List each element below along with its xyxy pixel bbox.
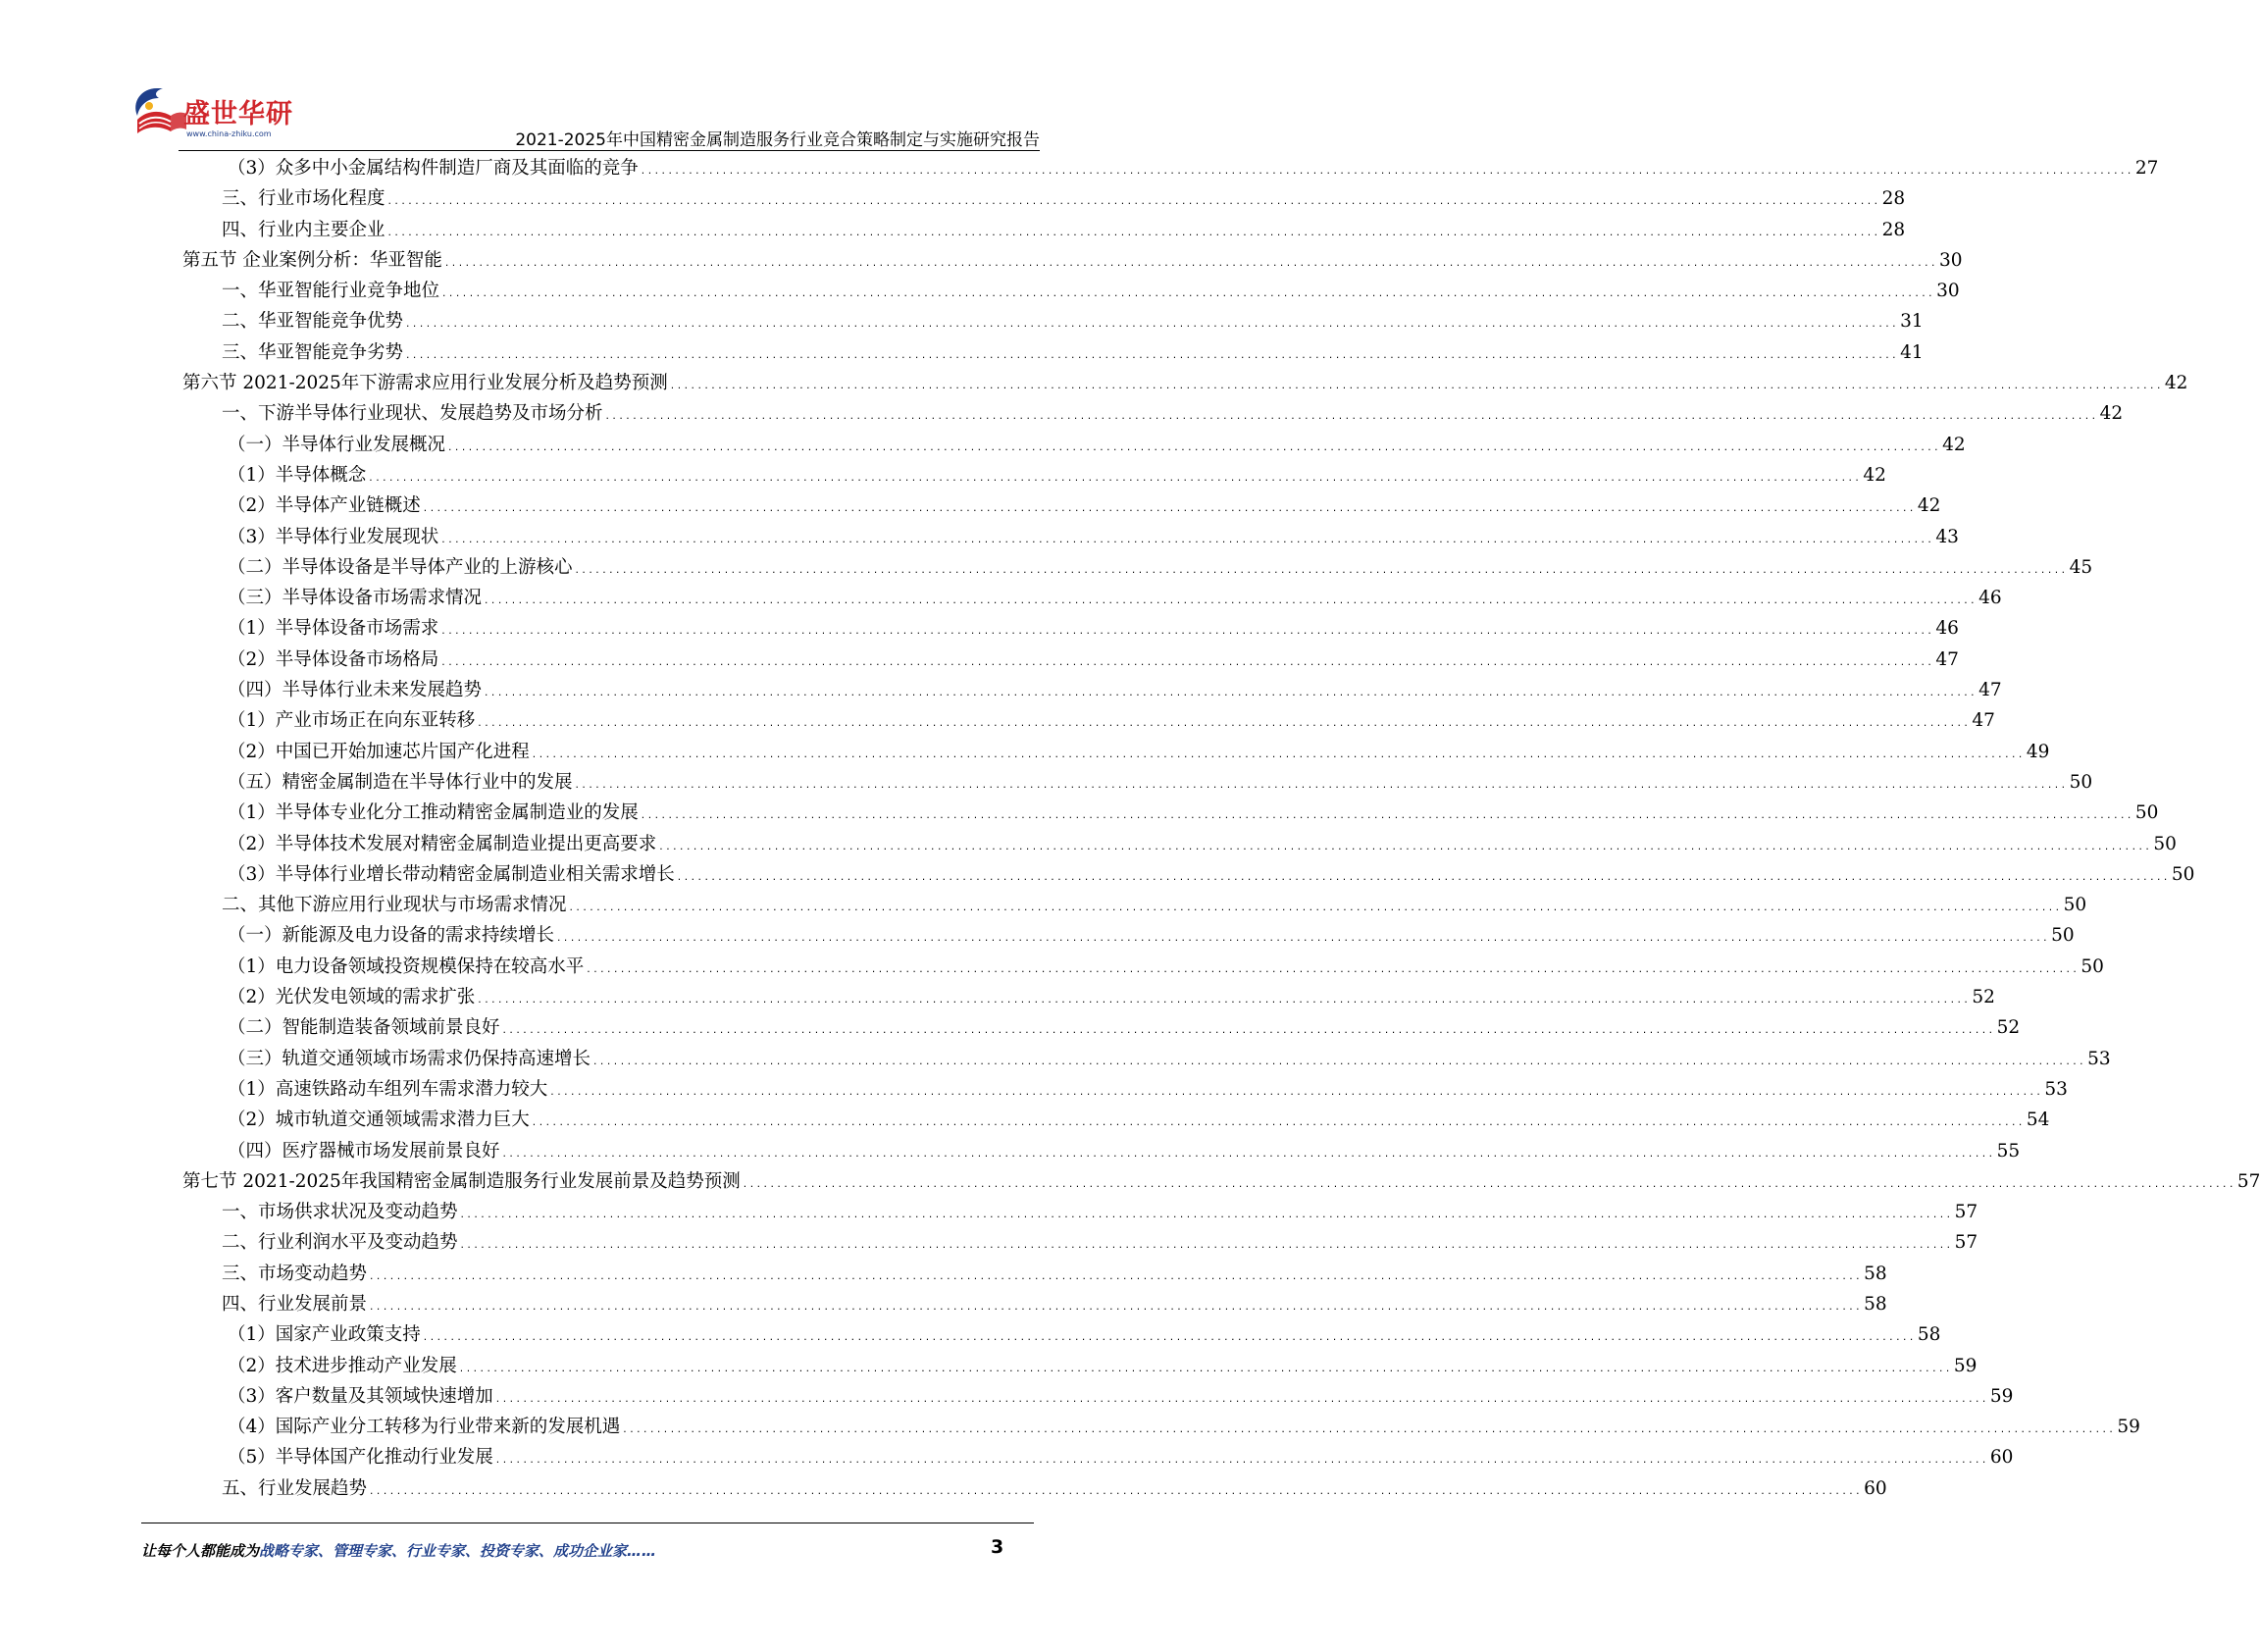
toc-entry-page: 59 xyxy=(1989,1385,2014,1407)
toc-entry-title: 四、行业内主要企业 xyxy=(222,219,385,240)
toc-entry-page: 59 xyxy=(1953,1355,1978,1376)
toc-dot-leader: ............................................................................................................................................................................................................................ xyxy=(386,197,1880,208)
page-header xyxy=(128,80,1040,149)
toc-dot-leader: ............................................................................................................................................................................................................................ xyxy=(574,565,2068,576)
toc-dot-leader: ............................................................................................................................................................................................................................ xyxy=(676,872,2170,883)
toc-entry-title: 三、行业市场化程度 xyxy=(222,188,385,210)
toc-dot-leader: ............................................................................................................................................................................................................................ xyxy=(501,1149,1995,1160)
toc-entry-title: （三）半导体设备市场需求情况 xyxy=(228,588,483,609)
toc-dot-leader: ............................................................................................................................................................................................................................ xyxy=(484,596,1978,607)
toc-entry-page: 43 xyxy=(1935,526,1959,547)
toc-dot-leader: ............................................................................................................................................................................................................................ xyxy=(422,504,1916,515)
toc-entry-page: 58 xyxy=(1917,1324,1941,1346)
toc-entry-title: 一、下游半导体行业现状、发展趋势及市场分析 xyxy=(222,403,603,425)
toc-dot-leader: ............................................................................................................................................................................................................................ xyxy=(501,1026,1995,1037)
toc-entry-page: 47 xyxy=(1972,710,1995,732)
toc-entry-title: （1）国家产业政策支持 xyxy=(228,1324,421,1346)
toc-entry-title: 二、华亚智能竞争优势 xyxy=(222,311,404,333)
toc-dot-leader: ............................................................................................................................................................................................................................ xyxy=(458,1364,1952,1374)
footer-slogan xyxy=(141,1540,656,1561)
toc-entry-page: 41 xyxy=(1900,341,1924,363)
toc-entry-page: 53 xyxy=(2087,1048,2111,1069)
toc-dot-leader: ............................................................................................................................................................................................................................ xyxy=(441,289,1935,300)
toc-entry-page: 46 xyxy=(1978,588,2002,609)
brand-name: 盛世华研 xyxy=(183,99,293,129)
toc-entry[interactable] xyxy=(182,705,1995,736)
toc-entry[interactable] xyxy=(182,1412,2140,1442)
toc-dot-leader: ............................................................................................................................................................................................................................ xyxy=(405,320,1899,331)
toc-entry-page: 27 xyxy=(2134,158,2159,179)
toc-dot-leader: ............................................................................................................................................................................................................................ xyxy=(640,167,2133,177)
toc-entry[interactable] xyxy=(182,890,2087,920)
toc-entry-page: 49 xyxy=(2026,741,2050,762)
toc-entry-page: 59 xyxy=(2117,1417,2140,1438)
toc-entry-page: 42 xyxy=(2099,403,2124,425)
toc-dot-leader: ............................................................................................................................................................................................................................ xyxy=(640,811,2133,822)
toc-entry[interactable] xyxy=(182,245,1963,276)
toc-dot-leader: ............................................................................................................................................................................................................................ xyxy=(477,719,1971,730)
toc-entry[interactable] xyxy=(182,490,1941,521)
toc-entry-title: 三、市场变动趋势 xyxy=(222,1263,368,1284)
toc-entry-title: （1）产业市场正在向东亚转移 xyxy=(228,710,476,732)
toc-dot-leader: ............................................................................................................................................................................................................................ xyxy=(368,473,1862,484)
toc-entry-title: （2）半导体技术发展对精密金属制造业提出更高要求 xyxy=(228,833,657,854)
toc-entry-title: （1）半导体概念 xyxy=(228,464,367,486)
toc-dot-leader: ............................................................................................................................................................................................................................ xyxy=(586,964,2080,975)
toc-entry[interactable] xyxy=(182,183,1906,214)
toc-entry-title: （2）中国已开始加速芯片国产化进程 xyxy=(228,741,530,762)
toc-entry-page: 52 xyxy=(1996,1017,2021,1039)
toc-entry-page: 30 xyxy=(1938,249,1963,271)
toc-entry[interactable] xyxy=(182,215,1906,245)
toc-entry-title: 一、华亚智能行业竞争地位 xyxy=(222,281,440,302)
toc-entry-page: 60 xyxy=(1864,1477,1887,1499)
toc-entry-page: 58 xyxy=(1864,1293,1887,1315)
toc-dot-leader: ............................................................................................................................................................................................................................ xyxy=(459,1241,1953,1252)
toc-entry-page: 57 xyxy=(1954,1202,1978,1223)
toc-entry-page: 55 xyxy=(1996,1140,2021,1162)
toc-entry-title: 五、行业发展趋势 xyxy=(222,1477,368,1499)
toc-dot-leader: ............................................................................................................................................................................................................................ xyxy=(369,1486,1863,1497)
toc-dot-leader: ............................................................................................................................................................................................................................ xyxy=(531,1118,2025,1129)
toc-entry-title: （2）光伏发电领域的需求扩张 xyxy=(228,987,476,1008)
toc-entry[interactable] xyxy=(182,767,2093,798)
toc-entry-page: 57 xyxy=(1954,1232,1978,1254)
toc-dot-leader: ............................................................................................................................................................................................................................ xyxy=(440,535,1934,545)
toc-entry[interactable] xyxy=(182,737,2050,767)
toc-entry-title: 二、行业利润水平及变动趋势 xyxy=(222,1232,458,1254)
toc-entry-page: 50 xyxy=(2134,802,2159,824)
toc-entry-title: （二）智能制造装备领域前景良好 xyxy=(228,1017,500,1039)
toc-dot-leader: ............................................................................................................................................................................................................................ xyxy=(669,382,2163,392)
toc-entry[interactable] xyxy=(182,276,1960,306)
toc-entry-title: （四）半导体行业未来发展趋势 xyxy=(228,680,483,701)
toc-entry[interactable] xyxy=(182,645,1959,675)
toc-entry-title: （二）半导体设备是半导体产业的上游核心 xyxy=(228,556,573,578)
toc-entry[interactable] xyxy=(182,1442,2014,1472)
toc-entry[interactable] xyxy=(182,798,2159,828)
toc-entry[interactable] xyxy=(182,859,2195,890)
toc-entry-title: 一、市场供求状况及变动趋势 xyxy=(222,1202,458,1223)
header-divider xyxy=(179,150,1040,151)
page-number: 3 xyxy=(991,1536,1004,1558)
toc-entry-title: （1）电力设备领域投资规模保持在较高水平 xyxy=(228,955,585,977)
toc-entry[interactable] xyxy=(182,1351,1978,1381)
toc-entry-title: （2）半导体产业链概述 xyxy=(228,495,421,517)
toc-dot-leader: ............................................................................................................................................................................................................................ xyxy=(477,996,1971,1007)
toc-entry-title: 第五节 企业案例分析：华亚智能 xyxy=(182,249,442,271)
toc-entry-title: （4）国际产业分工转移为行业带来新的发展机遇 xyxy=(228,1417,621,1438)
toc-entry[interactable] xyxy=(182,920,2075,951)
report-title: 2021-2025年中国精密金属制造服务行业竞合策略制定与实施研究报告 xyxy=(515,130,1040,150)
toc-entry-title: （5）半导体国产化推动行业发展 xyxy=(228,1447,493,1469)
toc-entry[interactable] xyxy=(182,430,1966,460)
slogan-prefix: 让每个人都能成为 xyxy=(141,1542,260,1560)
toc-dot-leader: ............................................................................................................................................................................................................................ xyxy=(574,780,2068,791)
toc-entry[interactable] xyxy=(182,522,1959,552)
toc-entry[interactable] xyxy=(182,1074,2068,1105)
toc-entry-page: 50 xyxy=(2051,925,2075,947)
toc-entry-page: 57 xyxy=(2236,1170,2260,1192)
toc-dot-leader: ............................................................................................................................................................................................................................ xyxy=(568,903,2062,914)
toc-dot-leader: ............................................................................................................................................................................................................................ xyxy=(742,1179,2235,1190)
brand-url: www.china-zhiku.com xyxy=(186,129,272,138)
toc-entry-title: 第六节 2021-2025年下游需求应用行业发展分析及趋势预测 xyxy=(182,373,668,394)
toc-entry-title: （五）精密金属制造在半导体行业中的发展 xyxy=(228,771,573,793)
toc-entry-title: 二、其他下游应用行业现状与市场需求情况 xyxy=(222,895,567,916)
toc-entry-page: 50 xyxy=(2080,955,2104,977)
toc-entry-page: 50 xyxy=(2063,895,2087,916)
slogan-accent: 战略专家、管理专家、行业专家、投资专家、成功企业家…… xyxy=(259,1542,657,1560)
toc-entry-page: 30 xyxy=(1936,281,1960,302)
toc-dot-leader: ............................................................................................................................................................................................................................ xyxy=(422,1333,1916,1344)
toc-entry-page: 46 xyxy=(1935,618,1959,640)
toc-entry-title: （1）高速铁路动车组列车需求潜力较大 xyxy=(228,1078,548,1100)
toc-entry[interactable] xyxy=(182,613,1959,644)
toc-dot-leader: ............................................................................................................................................................................................................................ xyxy=(369,1271,1863,1282)
toc-dot-leader: ............................................................................................................................................................................................................................ xyxy=(604,412,2098,423)
toc-entry-page: 42 xyxy=(1942,434,1966,455)
toc-entry-title: （一）新能源及电力设备的需求持续增长 xyxy=(228,925,555,947)
toc-entry-page: 31 xyxy=(1900,311,1924,333)
toc-dot-leader: ............................................................................................................................................................................................................................ xyxy=(494,1394,1988,1405)
toc-entry[interactable] xyxy=(182,1105,2050,1135)
logo-emblem-icon xyxy=(128,80,188,141)
toc-entry[interactable] xyxy=(182,1319,1941,1350)
toc-entry-page: 47 xyxy=(1935,648,1959,670)
toc-entry-page: 28 xyxy=(1881,188,1906,210)
toc-entry-title: （3）客户数量及其领域快速增加 xyxy=(228,1385,493,1407)
toc-dot-leader: ............................................................................................................................................................................................................................ xyxy=(592,1057,2086,1067)
toc-entry[interactable] xyxy=(182,1166,2260,1197)
toc-entry[interactable] xyxy=(182,1197,1978,1227)
toc-entry[interactable] xyxy=(182,552,2093,583)
toc-entry-page: 60 xyxy=(1989,1447,2014,1469)
toc-entry-title: （2）技术进步推动产业发展 xyxy=(228,1355,457,1376)
toc-entry-title: （四）医疗器械市场发展前景良好 xyxy=(228,1140,500,1162)
toc-entry-title: （1）半导体专业化分工推动精密金属制造业的发展 xyxy=(228,802,639,824)
toc-entry-title: （3）半导体行业增长带动精密金属制造业相关需求增长 xyxy=(228,863,675,885)
toc-entry[interactable] xyxy=(182,982,1995,1012)
table-of-contents xyxy=(182,153,2260,1504)
toc-entry[interactable] xyxy=(182,153,2159,183)
toc-entry-page: 54 xyxy=(2026,1110,2050,1131)
toc-entry[interactable] xyxy=(182,337,1924,368)
toc-dot-leader: ............................................................................................................................................................................................................................ xyxy=(447,442,1941,453)
toc-dot-leader: ............................................................................................................................................................................................................................ xyxy=(405,350,1899,361)
toc-dot-leader: ............................................................................................................................................................................................................................ xyxy=(494,1456,1988,1467)
toc-entry[interactable] xyxy=(182,952,2104,982)
toc-entry[interactable] xyxy=(182,306,1924,336)
toc-entry-title: （3）半导体行业发展现状 xyxy=(228,526,439,547)
toc-entry[interactable] xyxy=(182,829,2177,859)
toc-dot-leader: ............................................................................................................................................................................................................................ xyxy=(386,228,1880,238)
toc-entry-page: 50 xyxy=(2153,833,2177,854)
toc-entry-page: 50 xyxy=(2069,771,2093,793)
toc-entry-page: 42 xyxy=(1917,495,1941,517)
toc-entry-title: （三）轨道交通领域市场需求仍保持高速增长 xyxy=(228,1048,591,1069)
toc-entry-page: 42 xyxy=(1863,464,1886,486)
toc-dot-leader: ............................................................................................................................................................................................................................ xyxy=(459,1211,1953,1221)
toc-dot-leader: ............................................................................................................................................................................................................................ xyxy=(440,657,1934,668)
toc-entry-page: 58 xyxy=(1864,1263,1887,1284)
toc-entry-page: 52 xyxy=(1972,987,1995,1008)
toc-entry[interactable] xyxy=(182,1136,2021,1166)
toc-entry-title: （2）半导体设备市场格局 xyxy=(228,648,439,670)
toc-entry-page: 45 xyxy=(2069,556,2093,578)
toc-entry-title: 四、行业发展前景 xyxy=(222,1293,368,1315)
toc-dot-leader: ............................................................................................................................................................................................................................ xyxy=(369,1302,1863,1313)
toc-dot-leader: ............................................................................................................................................................................................................................ xyxy=(531,749,2025,760)
toc-entry-title: （2）城市轨道交通领域需求潜力巨大 xyxy=(228,1110,530,1131)
toc-entry[interactable] xyxy=(182,1227,1978,1258)
toc-entry[interactable] xyxy=(182,368,2188,398)
toc-dot-leader: ............................................................................................................................................................................................................................ xyxy=(549,1087,2043,1098)
toc-entry-title: （1）半导体设备市场需求 xyxy=(228,618,439,640)
toc-dot-leader: ............................................................................................................................................................................................................................ xyxy=(440,627,1934,638)
toc-entry-page: 53 xyxy=(2044,1078,2068,1100)
toc-entry-page: 50 xyxy=(2171,863,2195,885)
toc-entry-page: 47 xyxy=(1978,680,2002,701)
toc-entry-title: 三、华亚智能竞争劣势 xyxy=(222,341,404,363)
brand-logo xyxy=(128,80,314,145)
toc-dot-leader: ............................................................................................................................................................................................................................ xyxy=(658,842,2152,852)
toc-entry[interactable] xyxy=(182,1381,2014,1412)
toc-entry[interactable] xyxy=(182,1473,1887,1504)
toc-entry-page: 28 xyxy=(1881,219,1906,240)
toc-dot-leader: ............................................................................................................................................................................................................................ xyxy=(556,934,2050,945)
toc-entry[interactable] xyxy=(182,1259,1887,1289)
toc-entry-title: （3）众多中小金属结构件制造厂商及其面临的竞争 xyxy=(228,158,639,179)
toc-entry-title: 第七节 2021-2025年我国精密金属制造服务行业发展前景及趋势预测 xyxy=(182,1170,741,1192)
toc-entry[interactable] xyxy=(182,583,2002,613)
toc-entry[interactable] xyxy=(182,675,2002,705)
toc-entry[interactable] xyxy=(182,398,2124,429)
toc-dot-leader: ............................................................................................................................................................................................................................ xyxy=(443,258,1937,269)
toc-entry[interactable] xyxy=(182,1012,2021,1043)
toc-entry[interactable] xyxy=(182,460,1886,490)
toc-entry[interactable] xyxy=(182,1289,1887,1319)
toc-entry[interactable] xyxy=(182,1044,2111,1074)
toc-dot-leader: ............................................................................................................................................................................................................................ xyxy=(622,1425,2116,1436)
toc-dot-leader: ............................................................................................................................................................................................................................ xyxy=(484,689,1978,699)
toc-entry-page: 42 xyxy=(2164,373,2188,394)
toc-entry-title: （一）半导体行业发展概况 xyxy=(228,434,446,455)
